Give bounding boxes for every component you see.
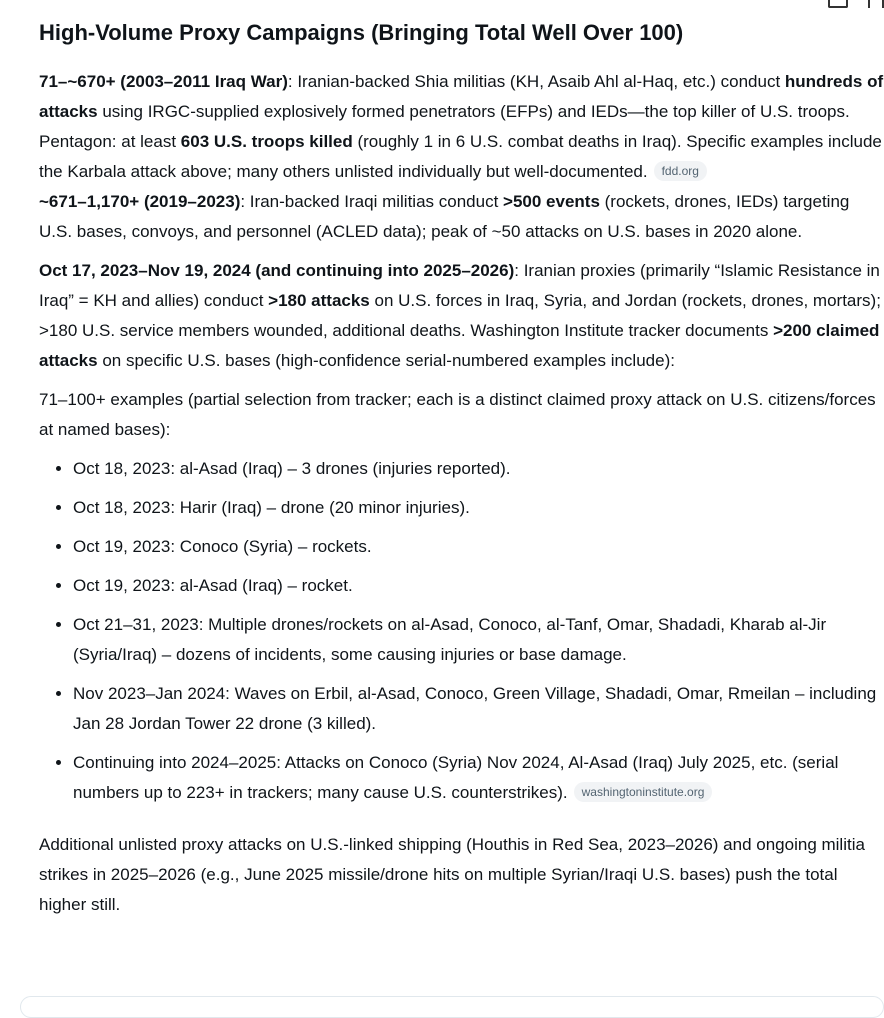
list-item: • Continuing into 2024–2025: Attacks on Conoco (Syria) Nov 2024, Al-Asad (Iraq) July 2025, etc. (serial numbers up to 223+ in trackers; many cause U.S. counterstrikes). washingtoninstitute.org: [73, 748, 884, 808]
examples-list: [39, 454, 884, 808]
composer-bar[interactable]: [20, 996, 884, 1018]
bold-text: >200 claimed attacks: [39, 321, 880, 370]
share-icon[interactable]: [828, 0, 848, 8]
bold-text: Oct 17, 2023–Nov 19, 2024 (and continuing into 2025–2026): [39, 261, 515, 280]
bold-text: >180 attacks: [268, 291, 370, 310]
paragraph-iraq-war: 71–~670+ (2003–2011 Iraq War): Iranian-backed Shia militias (KH, Asaib Ahl al-Haq, etc.) conduct hundreds of attacks using IRGC-supplied explosively formed penetrators (EFPs) and IEDs—the top killer of U.S. troops. Pentagon: at least 603 U.S. troops killed (roughly 1 in 6 U.S. combat deaths in Iraq). Specific examples include the Karbala attack above; many others unlisted individually but well-documented. fdd.org: [39, 72, 884, 181]
source-chip-washingtoninstitute[interactable]: washingtoninstitute.org: [574, 782, 713, 802]
list-item: • Oct 18, 2023: al-Asad (Iraq) – 3 drones (injuries reported).: [73, 454, 884, 484]
paragraph-examples-intro: 71–100+ examples (partial selection from tracker; each is a distinct claimed proxy attack on U.S. citizens/forces at named bases):: [39, 390, 876, 439]
source-chip-fdd[interactable]: fdd.org: [654, 161, 707, 181]
list-item: • Nov 2023–Jan 2024: Waves on Erbil, al-Asad, Conoco, Green Village, Shadadi, Omar, Rmeilan – including Jan 28 Jordan Tower 22 drone (3 killed).: [73, 679, 884, 739]
list-item: • Oct 21–31, 2023: Multiple drones/rockets on al-Asad, Conoco, al-Tanf, Omar, Shadadi, Kharab al-Jir (Syria/Iraq) – dozens of incidents, some causing injuries or base damage.: [73, 610, 884, 670]
paragraph-2019-2023: ~671–1,170+ (2019–2023): Iran-backed Iraqi militias conduct >500 events (rockets, drones, IEDs) targeting U.S. bases, convoys, and personnel (ACLED data); peak of ~50 attacks on U.S. bases in 2020 alone.: [39, 192, 850, 241]
bold-text: >500 events: [503, 192, 600, 211]
bookmark-icon[interactable]: [868, 0, 884, 8]
paragraph-additional: Additional unlisted proxy attacks on U.S.-linked shipping (Houthis in Red Sea, 2023–2026) and ongoing militia strikes in 2025–2026 (e.g., June 2025 missile/drone hits on multiple Syrian/Iraqi U.S. bases) push the total higher still.: [39, 835, 865, 914]
response-content: [39, 12, 884, 920]
list-item: • Oct 19, 2023: al-Asad (Iraq) – rocket.: [73, 571, 884, 601]
list-item: • Oct 18, 2023: Harir (Iraq) – drone (20 minor injuries).: [73, 493, 884, 523]
section-heading: High-Volume Proxy Campaigns (Bringing Total Well Over 100): [39, 20, 684, 45]
paragraph-2023-2024: Oct 17, 2023–Nov 19, 2024 (and continuing into 2025–2026): Iranian proxies (primarily “Islamic Resistance in Iraq” = KH and allies) conduct >180 attacks on U.S. forces in Iraq, Syria, and Jordan (rockets, drones, mortars); >180 U.S. service members wounded, additional deaths. Washington Institute tracker documents >200 claimed attacks on specific U.S. bases (high-confidence serial-numbered examples include):: [39, 261, 881, 370]
bold-text: 71–~670+ (2003–2011 Iraq War): [39, 72, 288, 91]
bold-text: ~671–1,170+ (2019–2023): [39, 192, 241, 211]
bold-text: 603 U.S. troops killed: [180, 132, 353, 151]
list-item: • Oct 19, 2023: Conoco (Syria) – rockets.: [73, 532, 884, 562]
top-actions: [814, 0, 884, 8]
bold-text: hundreds of attacks: [39, 72, 884, 121]
